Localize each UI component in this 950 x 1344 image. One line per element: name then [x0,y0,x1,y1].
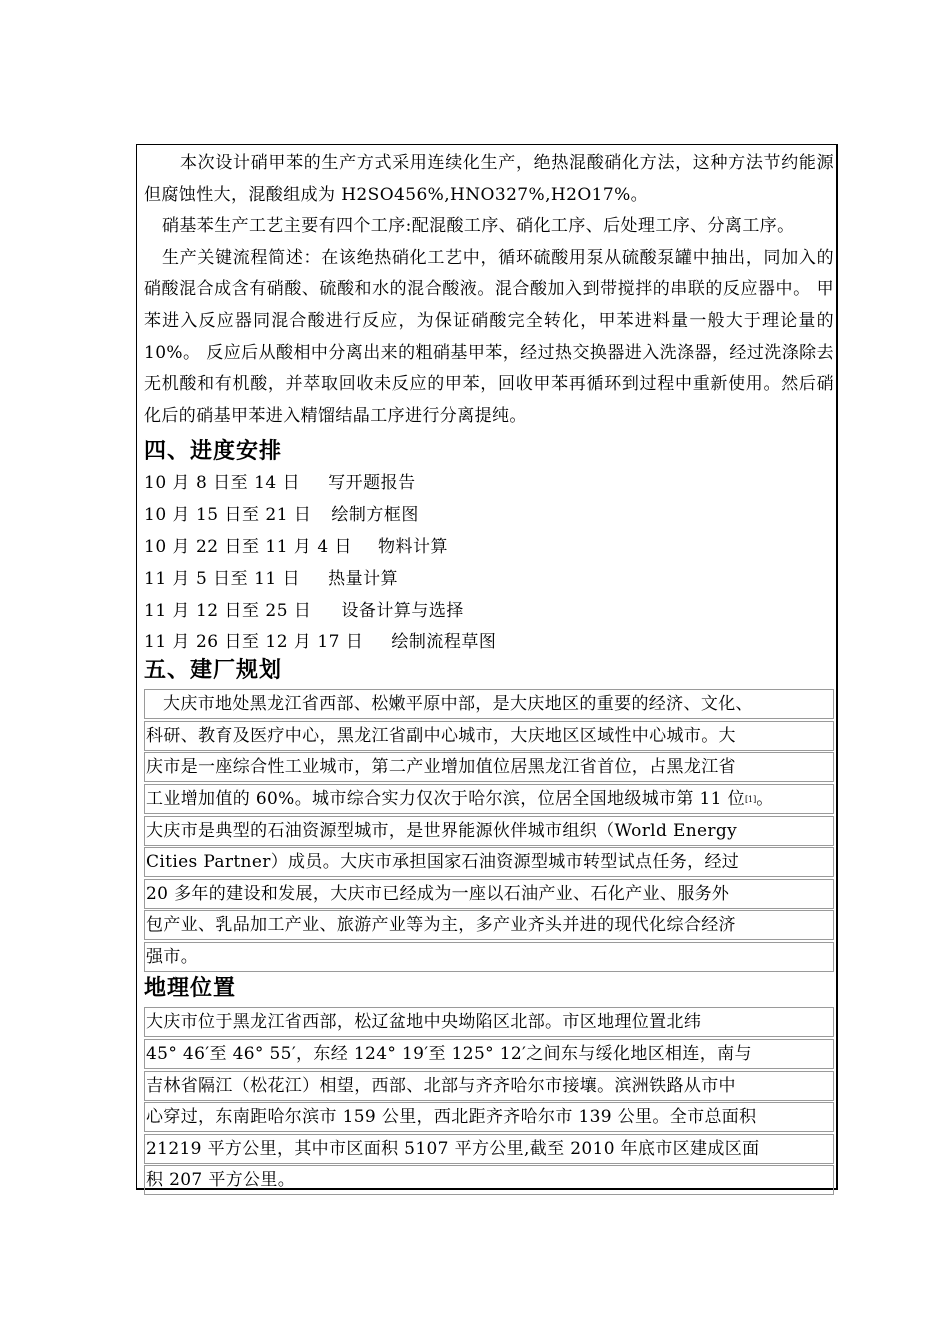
schedule-row [144,532,834,564]
geo-line: 大庆市位于黑龙江省西部，松辽盆地中央坳陷区北部。市区地理位置北纬 [144,1007,834,1037]
plan-line-text: 工业增加值的 60%。城市综合实力仅次于哈尔滨，位居全国地级城市第 11 位 [146,788,745,809]
geo-line: 45° 46′至 46° 55′，东经 124° 19′至 125° 12′之间东与绥化地区相连，南与 [144,1039,834,1069]
document-body [144,148,834,1197]
intro-paragraph-2: 硝基苯生产工艺主要有四个工序:配混酸工序、硝化工序、后处理工序、分离工序。 [162,216,795,237]
geo-line: 心穿过，东南距哈尔滨市 159 公里，西北距齐齐哈尔市 139 公里。全市总面积 [144,1102,834,1132]
plan-line: 包产业、乳品加工产业、旅游产业等为主，多产业齐头并进的现代化综合经济 [144,910,834,940]
schedule-row [144,468,834,500]
schedule-task: 物料计算 [378,536,449,557]
schedule-heading: 四、进度安排 [144,438,283,465]
plan-line: 强市。 [144,942,834,972]
plan-line [144,784,834,814]
schedule-date: 11 月 26 日至 12 月 17 日 [144,632,364,653]
schedule-list [144,468,834,659]
schedule-date: 10 月 15 日至 21 日 [144,505,312,526]
schedule-row [144,500,834,532]
intro-paragraph-1: 本次设计硝甲苯的生产方式采用连续化生产，绝热混酸硝化方法，这种方法节约能源但腐蚀性大，混酸组成为 H2SO456%,HNO327%,H2O17%。 [144,153,834,205]
schedule-task: 设备计算与选择 [341,600,464,621]
reference-mark[interactable]: [1] [744,794,757,804]
plan-line: 庆市是一座综合性工业城市，第二产业增加值位居黑龙江省首位，占黑龙江省 [144,752,834,782]
plan-line: 大庆市是典型的石油资源型城市，是世界能源伙伴城市组织（World Energy [144,816,834,846]
plan-line: 20 多年的建设和发展，大庆市已经成为一座以石油产业、石化产业、服务外 [144,879,834,909]
schedule-row [144,596,834,628]
schedule-task: 绘制流程草图 [391,632,497,653]
plan-heading: 五、建厂规划 [144,657,283,684]
schedule-task: 写开题报告 [328,473,416,494]
plan-line: Cities Partner）成员。大庆市承担国家石油资源型城市转型试点任务，经过 [144,847,834,877]
geo-line: 21219 平方公里，其中市区面积 5107 平方公里,截至 2010 年底市区建成区面 [144,1134,834,1164]
schedule-task: 热量计算 [328,568,399,589]
plan-line: 科研、教育及医疗中心，黑龙江省副中心城市，大庆地区区域性中心城市。大 [144,721,834,751]
geo-text-block [144,1007,834,1195]
schedule-date: 10 月 8 日至 14 日 [144,473,301,494]
plan-text-block [144,689,834,972]
schedule-date: 11 月 12 日至 25 日 [144,600,312,621]
schedule-date: 11 月 5 日至 11 日 [144,568,301,589]
plan-line-tail: 。 [756,788,774,809]
schedule-date: 10 月 22 日至 11 月 4 日 [144,536,353,557]
plan-line: 大庆市地处黑龙江省西部、松嫩平原中部，是大庆地区的重要的经济、文化、 [144,689,834,719]
geo-heading: 地理位置 [144,975,237,1002]
intro-paragraph-3: 生产关键流程简述：在该绝热硝化工艺中，循环硫酸用泵从硫酸泵罐中抽出，同加入的硝酸混合成含有硝酸、硫酸和水的混合酸液。混合酸加入到带搅拌的串联的反应器中。 甲苯进入反应器同混合酸进行反应，为保证硝酸完全转化，甲苯进料量一般大于理论量的10%。 反应后从酸相中分离出来的粗硝基甲苯，经过热交换器进入洗涤器，经过洗涤除去无机酸和有机酸，并萃取回收未反应的甲苯，回收甲苯再循环到过程中重新使用。然后硝化后的硝基甲苯进入精馏结晶工序进行分离提纯。 [144,247,834,426]
schedule-task: 绘制方框图 [331,505,419,526]
schedule-row [144,564,834,596]
geo-line: 吉林省隔江（松花江）相望，西部、北部与齐齐哈尔市接壤。滨洲铁路从市中 [144,1071,834,1101]
geo-line: 积 207 平方公里。 [144,1165,834,1195]
